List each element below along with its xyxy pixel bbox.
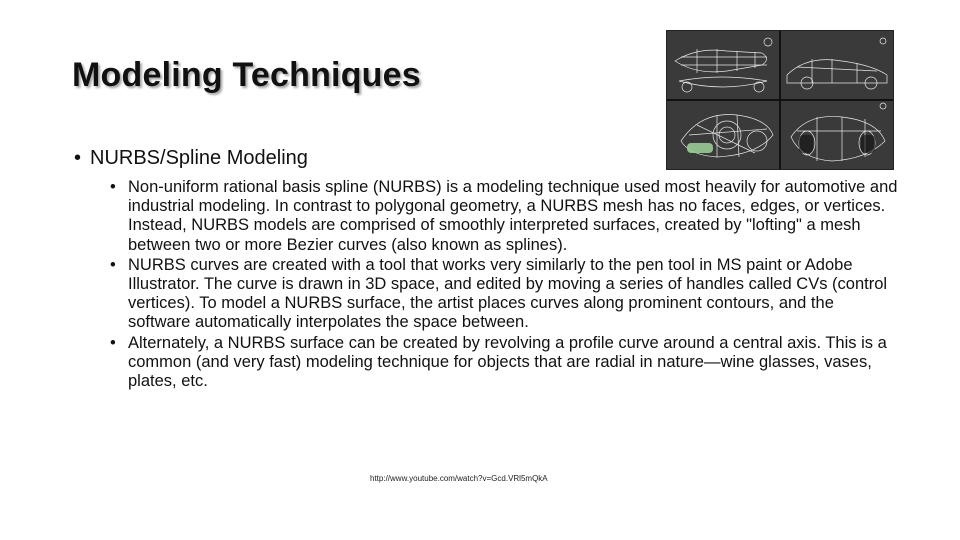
bullet-glyph: • <box>74 147 82 169</box>
bullet-glyph: • <box>110 333 116 352</box>
sub-bullet-text: NURBS curves are created with a tool that works very similarly to the pen tool in MS paint or Adobe Illustrator. The curve is drawn in 3D space, and edited by moving a series of handles called CVs (control vertices). To model a NURBS surface, the artist places curves along prominent contours, and the software automatically interpolates the space between. <box>128 255 888 332</box>
sub-bullet-text: Non-uniform rational basis spline (NURBS) is a modeling technique used most heavily for automotive and industrial modeling. In contrast to polygonal geometry, a NURBS mesh has no faces, edges, or vertices. Instead, NURBS models are comprised of smoothly interpreted surfaces, created by "lofting" a mesh between two or more Bezier curves (also known as splines). <box>128 178 898 254</box>
wireframe-car-viewports-image <box>666 30 894 170</box>
sub-bullet-item <box>110 178 900 255</box>
slide-title: Modeling Techniques <box>72 56 421 94</box>
bullet-glyph: • <box>110 255 116 274</box>
main-bullet <box>74 146 308 170</box>
main-bullet-text: NURBS/Spline Modeling <box>90 147 308 169</box>
bullet-glyph: • <box>110 178 116 196</box>
sub-bullet-list <box>110 178 900 391</box>
sub-bullet-item <box>110 256 900 333</box>
source-url-link[interactable]: http://www.youtube.com/watch?v=Gcd.VRl5mQkA <box>370 474 548 483</box>
wireframe-car-icon <box>667 31 893 169</box>
sub-bullet-item <box>110 334 900 392</box>
sub-bullet-text: Alternately, a NURBS surface can be created by revolving a profile curve around a central axis. This is a common (and very fast) modeling technique for objects that are radial in nature—wine glasses, vases, plates, etc. <box>128 333 887 391</box>
